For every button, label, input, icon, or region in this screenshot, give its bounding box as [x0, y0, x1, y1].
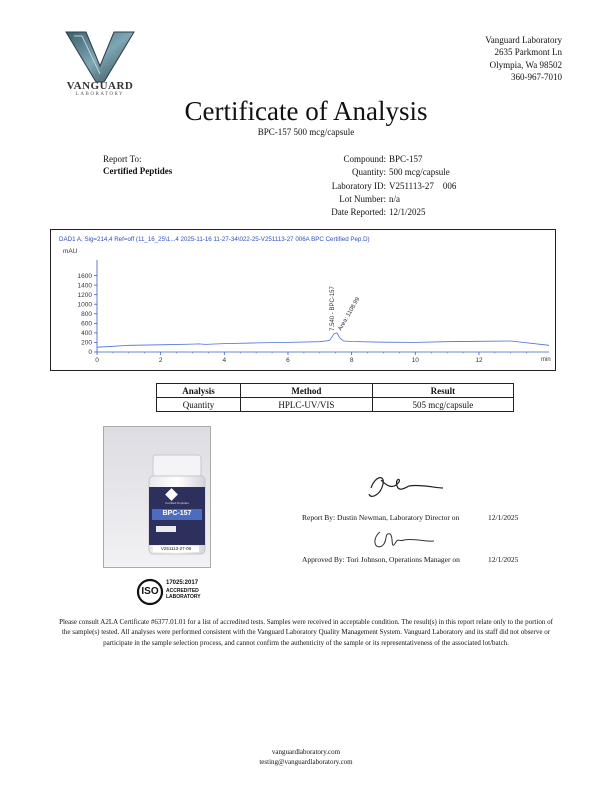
- bottle-brand-label: Certified Peptides: [165, 501, 189, 505]
- table-cell: HPLC-UV/VIS: [241, 398, 373, 412]
- iso-mark-text: ISO: [141, 586, 159, 597]
- peak-area-label: Area: 1108.99: [337, 296, 362, 332]
- product-photo: [103, 426, 211, 568]
- info-row-quantity: [250, 166, 456, 179]
- lab-name: Vanguard Laboratory: [485, 35, 562, 45]
- info-label: Lot Number:: [339, 193, 386, 204]
- y-tick-label: 200: [81, 339, 92, 347]
- y-tick-label: 600: [81, 320, 92, 328]
- column-header: Result: [372, 384, 513, 398]
- document-title: Certificate of Analysis: [184, 96, 428, 126]
- info-row-lot-number: [250, 193, 456, 206]
- y-tick-label: 1600: [77, 272, 92, 280]
- lab-phone: 360-967-7010: [511, 71, 562, 82]
- lab-city: Olympia, Wa 98502: [489, 59, 562, 70]
- table-cell: Quantity: [157, 398, 241, 412]
- chromatogram-chart: [51, 230, 555, 370]
- client-name: Certified Peptides: [103, 166, 173, 176]
- chromatogram-panel: [50, 229, 556, 371]
- footer: [0, 747, 612, 767]
- x-tick-label: 12: [475, 357, 483, 364]
- table-cell: 505 mcg/capsule: [372, 398, 513, 412]
- info-value: 500 mcg/capsule: [389, 167, 450, 178]
- peak-label: 7.540 - BPC-157: [330, 286, 337, 331]
- x-tick-label: 10: [411, 357, 419, 364]
- lab-street: 2635 Parkmont Ln: [494, 47, 562, 58]
- y-tick-label: 800: [81, 310, 92, 318]
- x-tick-label: 2: [158, 357, 163, 364]
- y-tick-label: 1000: [77, 301, 92, 309]
- iso-standard-text: 17025:2017: [166, 580, 199, 586]
- info-value: BPC-157: [389, 154, 423, 164]
- footer-email: testing@vanguardlaboratory.com: [259, 758, 353, 766]
- info-row-laboratory-id: [250, 180, 456, 193]
- report-by-text: Report By: Dustin Newman, Laboratory Director on: [302, 513, 460, 522]
- iso-accredited-text: ACCREDITED: [166, 588, 199, 594]
- x-axis-label: min: [541, 357, 551, 363]
- signature-tori-johnson: [368, 528, 438, 556]
- column-header: Analysis: [157, 384, 241, 398]
- lab-address: [485, 34, 562, 83]
- y-axis-label: mAU: [63, 248, 78, 255]
- info-label: Date Reported:: [331, 207, 386, 218]
- table-row: [157, 398, 514, 412]
- results-table: [156, 383, 514, 412]
- logo-subtitle: LABORATORY: [75, 92, 125, 97]
- info-value: n/a: [389, 193, 400, 204]
- report-to-label: Report To:: [103, 154, 142, 164]
- x-tick-label: 4: [222, 357, 227, 364]
- info-value: V251113-27 006: [389, 180, 457, 191]
- info-label: Laboratory ID:: [331, 180, 386, 191]
- x-tick-label: 8: [349, 357, 354, 364]
- logo-v-icon: [60, 28, 140, 84]
- x-tick-label: 6: [286, 357, 290, 364]
- table-header-row: [157, 384, 514, 398]
- approved-by-text: Approved By: Tori Johnson, Operations Manager on: [302, 555, 460, 564]
- chart-title: DAD1 A, Sig=214,4 Ref=off (11_16_25\1...4 2025-11-16 11-27-34\022-25-V251113-27 006A BPC Certified Pep.D): [59, 236, 370, 243]
- disclaimer-text: Please consult A2LA Certificate #6377.01.01 for a list of accredited tests. Samples were received in acceptable condition. The result(s) in this report relate only to the portion of the sample(s) tested. All analyses were performed consistent with the Vanguard Laboratory Quality Management System. Vanguard Laboratory and its staff did not observe or participate in the sample selection process, and cannot confirm the authenticity of the sample or its representativeness of the associated lot/batch.: [59, 618, 553, 647]
- y-tick-label: 400: [81, 330, 92, 338]
- footer-website: vanguardlaboratory.com: [271, 748, 341, 756]
- info-row-compound: [250, 153, 456, 166]
- info-label: Compound:: [343, 154, 386, 164]
- column-header: Method: [241, 384, 373, 398]
- x-tick-label: 0: [95, 357, 99, 364]
- document-subtitle: BPC-157 500 mcg/capsule: [257, 127, 355, 137]
- bottle-lot-label: V251113-27-06: [160, 546, 192, 551]
- info-value: 12/1/2025: [389, 207, 426, 218]
- report-by-date: 12/1/2025: [488, 513, 519, 522]
- bottle-product-label: BPC-157: [162, 510, 192, 517]
- iso-laboratory-text: LABORATORY: [166, 594, 201, 600]
- logo-wordmark: VANGUARD: [66, 80, 134, 92]
- y-tick-label: 1400: [77, 282, 92, 290]
- info-row-date-reported: [250, 206, 456, 219]
- y-tick-label: 1200: [77, 291, 92, 299]
- iso-accreditation-badge: [136, 578, 208, 606]
- chromatogram-trace: [97, 333, 549, 347]
- y-tick-label: 0: [88, 349, 92, 357]
- sample-info: [250, 153, 456, 219]
- signature-dustin-newman: [365, 470, 445, 506]
- approved-by-date: 12/1/2025: [488, 555, 519, 564]
- report-to: [103, 153, 172, 177]
- info-label: Quantity:: [352, 167, 386, 178]
